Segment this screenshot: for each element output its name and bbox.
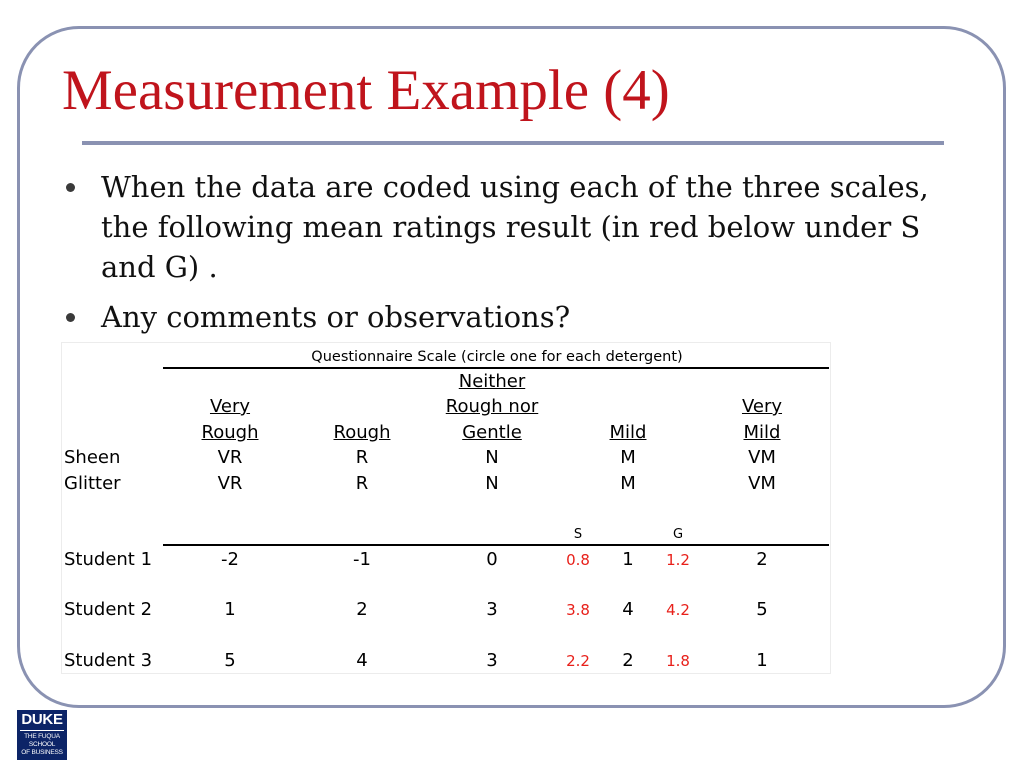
g-mean-header: G (672, 527, 684, 542)
scale-code: N (485, 447, 499, 468)
bullet-1-line-2: the following mean ratings result (in red below under S (101, 210, 921, 244)
ratings-rule (163, 544, 829, 546)
column-header: Gentle (462, 422, 522, 443)
rating-value: 2 (756, 549, 768, 570)
rating-value: 5 (224, 650, 236, 671)
logo-subline: SCHOOL (28, 741, 56, 748)
rating-value: 5 (756, 599, 768, 620)
title-divider (82, 141, 944, 145)
bullet-dot-icon (66, 183, 75, 192)
s-mean-value: 2.2 (566, 652, 590, 670)
header-rule (163, 367, 829, 369)
s-mean-header: S (573, 527, 583, 542)
bullet-1-line-1: When the data are coded using each of the three scales, (101, 170, 929, 204)
scale-code: M (620, 473, 636, 494)
s-mean-value: 3.8 (566, 601, 590, 619)
slide-title: Measurement Example (4) (62, 59, 670, 122)
rating-value: 3 (486, 650, 498, 671)
scale-code: VR (217, 447, 243, 468)
scale-code: VR (217, 473, 243, 494)
bullet-1-line-3: and G) . (101, 250, 218, 284)
rating-value: 2 (622, 650, 634, 671)
bullet-dot-icon (66, 313, 75, 322)
rating-value: 1 (756, 650, 768, 671)
rating-value: 0 (486, 549, 498, 570)
rating-value: 1 (224, 599, 236, 620)
g-mean-value: 1.8 (666, 652, 690, 670)
duke-fuqua-logo (17, 710, 67, 760)
column-header: Mild (743, 422, 781, 443)
rating-value: 1 (622, 549, 634, 570)
scale-code: VM (748, 473, 776, 494)
column-header: Neither (458, 371, 526, 392)
rating-value: 4 (622, 599, 634, 620)
g-mean-value: 1.2 (666, 551, 690, 569)
column-header: Rough (333, 422, 391, 443)
s-mean-value: 0.8 (566, 551, 590, 569)
logo-subline: OF BUSINESS (21, 749, 63, 756)
student-label: Student 3 (64, 650, 153, 671)
bullet-2-line-1: Any comments or observations? (101, 300, 571, 334)
logo-divider (20, 730, 64, 731)
scale-code: R (355, 447, 369, 468)
column-header: Rough nor (445, 396, 539, 417)
rating-value: 4 (356, 650, 368, 671)
scale-code: VM (748, 447, 776, 468)
logo-wordmark: DUKE (21, 711, 63, 728)
scale-code: R (355, 473, 369, 494)
ratings-table (61, 342, 831, 674)
column-header: Very (209, 396, 251, 417)
scale-code: N (485, 473, 499, 494)
scale-row-label: Sheen (64, 447, 121, 468)
rating-value: 3 (486, 599, 498, 620)
table-header: Questionnaire Scale (circle one for each detergent) (311, 349, 683, 365)
rating-value: 2 (356, 599, 368, 620)
scale-row-label: Glitter (64, 473, 121, 494)
student-label: Student 2 (64, 599, 153, 620)
g-mean-value: 4.2 (666, 601, 690, 619)
student-label: Student 1 (64, 549, 153, 570)
column-header: Mild (609, 422, 647, 443)
column-header: Very (741, 396, 783, 417)
rating-value: -2 (221, 549, 239, 570)
scale-code: M (620, 447, 636, 468)
column-header: Rough (201, 422, 259, 443)
rating-value: -1 (353, 549, 371, 570)
logo-subline: THE FUQUA (24, 733, 60, 740)
